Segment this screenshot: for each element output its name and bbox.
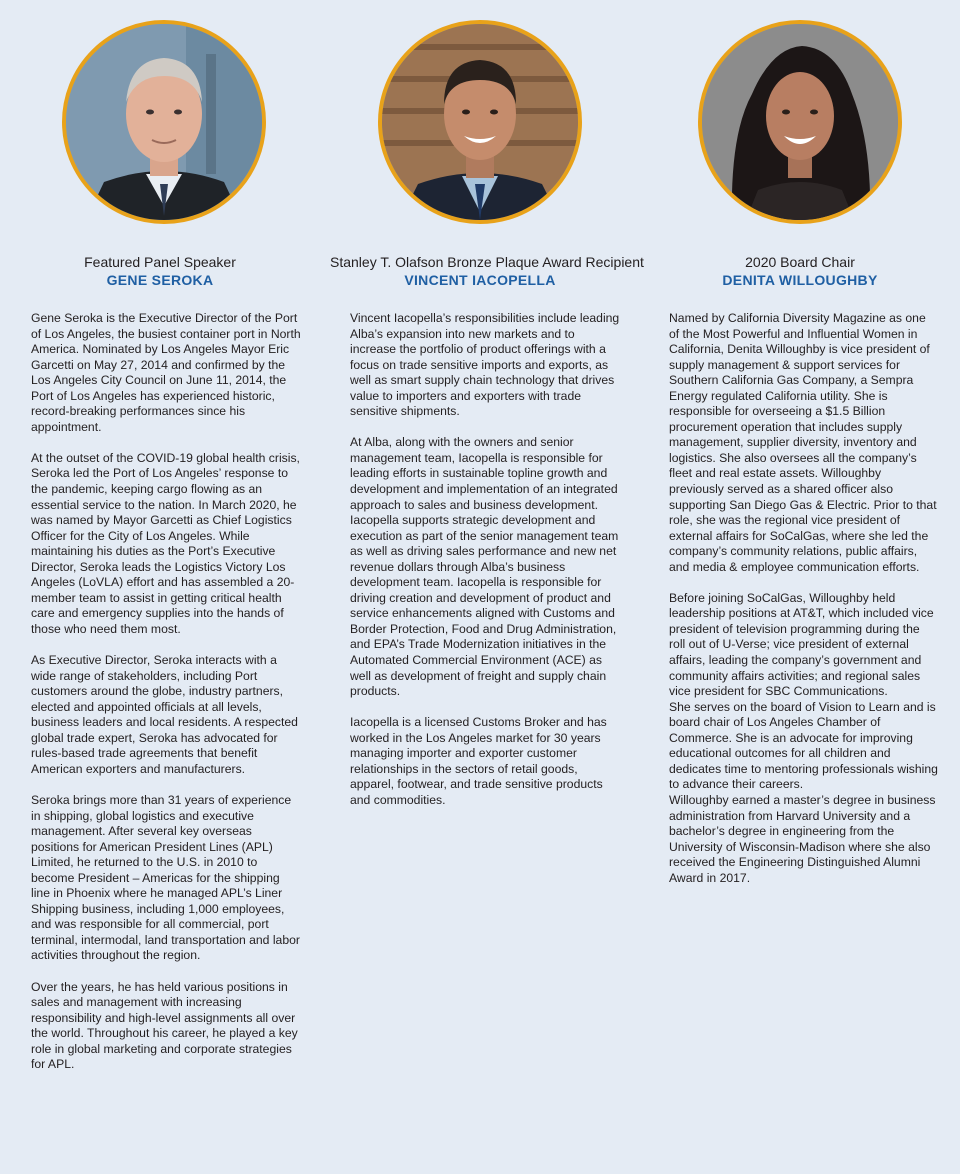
speaker-name: GENE SEROKA xyxy=(106,272,214,288)
bio-paragraph: At Alba, along with the owners and senior management team, Iacopella is responsible for leading efforts in sustainable topline growth and development and implementation of an integrated approach to sales and business development. Iacopella supports strategic development and execution as part of the senior management team as well as driving sales performance and new net revenue dollars through Alba’s business development team. Iacopella is responsible for driving creation and development of product and service enhancements aligned with Customs and Border Protection, Food and Drug Administration, and EPA’s Trade Modernization initiatives in the Automated Commercial Environment (ACE) as well as development of freight and supply chain products. xyxy=(350,435,619,699)
speaker-name: VINCENT IACOPELLA xyxy=(404,272,556,288)
bio-paragraph: At the outset of the COVID-19 global health crisis, Seroka led the Port of Los Angeles’ response to the pandemic, keeping cargo flowing as an essential service to the nation. In March 2020, he was named by Mayor Garcetti as Chief Logistics Officer for the City of Los Angeles. While maintaining his duties as the Port’s Executive Director, Seroka leads the Logistics Victory Los Angeles (LoVLA) effort and has assembled a 20-member team to assist in getting critical health care and emergency supplies into the hands of those who need them most. xyxy=(31,450,300,636)
bio-paragraph: Willoughby earned a master’s degree in business administration from Harvard University and a bachelor’s degree in engineering from the University of Wisconsin-Madison where she also received the Engineering Distinguished Alumni Award in 2017. xyxy=(669,792,936,885)
speaker-name: DENITA WILLOUGHBY xyxy=(722,272,878,288)
bio-paragraph: Iacopella is a licensed Customs Broker and has worked in the Los Angeles market for 30 years managing importer and exporter customer relationships in the sectors of retail goods, apparel, footwear, and trade sensitive products and commodities. xyxy=(350,715,607,807)
bio-paragraph: As Executive Director, Seroka interacts with a wide range of stakeholders, including Port customers around the globe, industry partners, elected and appointed officials at all levels, business leaders and local residents. A respected global trade expert, Seroka has advocated for rules-based trade agreements that benefit American exporters and manufacturers. xyxy=(31,653,298,776)
speaker-photo xyxy=(62,20,266,224)
bio-paragraph: Before joining SoCalGas, Willoughby held leadership positions at AT&T, which included vice president of television programming during the roll out of U-Verse; vice president of external affairs, leading the company’s government and community affairs activities; and regional sales vice president for SBC Communications. xyxy=(669,590,934,699)
portrait-image xyxy=(382,24,578,220)
bio-paragraph: Vincent Iacopella’s responsibilities include leading Alba’s expansion into new markets and to increase the portfolio of product offerings with a focus on trade sensitive imports and exports, as well as smart supply chain technology that drives value to importers and exporters with trade sensitive shipments. xyxy=(350,311,620,419)
speaker-bio xyxy=(350,311,620,824)
portrait-image xyxy=(702,24,898,220)
speaker-bio xyxy=(669,311,939,886)
bio-paragraph: Seroka brings more than 31 years of experience in shipping, global logistics and executive management. After several key overseas positions for American President Lines (APL) Limited, he returned to the U.S. in 2010 to become President – Americas for the shipping line in Phoenix where he managed APL’s Liner Shipping business, including 1,000 employees, and was responsible for all commercial, port terminal, intermodal, land transportation and labor activities throughout the region. xyxy=(31,792,300,963)
portrait-image xyxy=(66,24,262,220)
bio-paragraph: Over the years, he has held various positions in sales and management with increasing responsibility and high-level assignments all over the world. Throughout his career, he played a key role in global marketing and corporate strategies for APL. xyxy=(31,979,298,1072)
speaker-role: Featured Panel Speaker xyxy=(84,254,236,270)
bio-paragraph: Named by California Diversity Magazine as one of the Most Powerful and Influential Women in California, Denita Willoughby is vice president of supply management & support services for Southern California Gas Company, a Sempra Energy regulated California utility. She is responsible for overseeing a $1.5 Billion procurement operation that includes supply management, supplier diversity, inventory and logistics. She also oversees all the company’s fleet and real estate assets. Willoughby previously served as a shared officer also supporting San Diego Gas & Electric. Prior to that role, she was the regional vice president of external affairs for SoCalGas, where she led the company’s community relations, public affairs, and media & employee communication efforts. xyxy=(669,311,937,574)
speaker-role: 2020 Board Chair xyxy=(745,254,855,270)
bio-paragraph: She serves on the board of Vision to Learn and is board chair of Los Angeles Chamber of Commerce. She is an advocate for improving educational outcomes for all children and dedicates time to mentoring professionals wishing to advance their careers. xyxy=(669,699,938,792)
speaker-role: Stanley T. Olafson Bronze Plaque Award Recipient xyxy=(330,254,644,270)
speaker-bio xyxy=(31,311,301,1088)
speaker-photo xyxy=(378,20,582,224)
speaker-photo xyxy=(698,20,902,224)
bio-paragraph: Gene Seroka is the Executive Director of the Port of Los Angeles, the busiest container port in North America. Nominated by Los Angeles Mayor Eric Garcetti on May 27, 2014 and confirmed by the Los Angeles City Council on June 11, 2014, the Port of Los Angeles has experienced historic, record-breaking performances since his appointment. xyxy=(31,311,301,434)
